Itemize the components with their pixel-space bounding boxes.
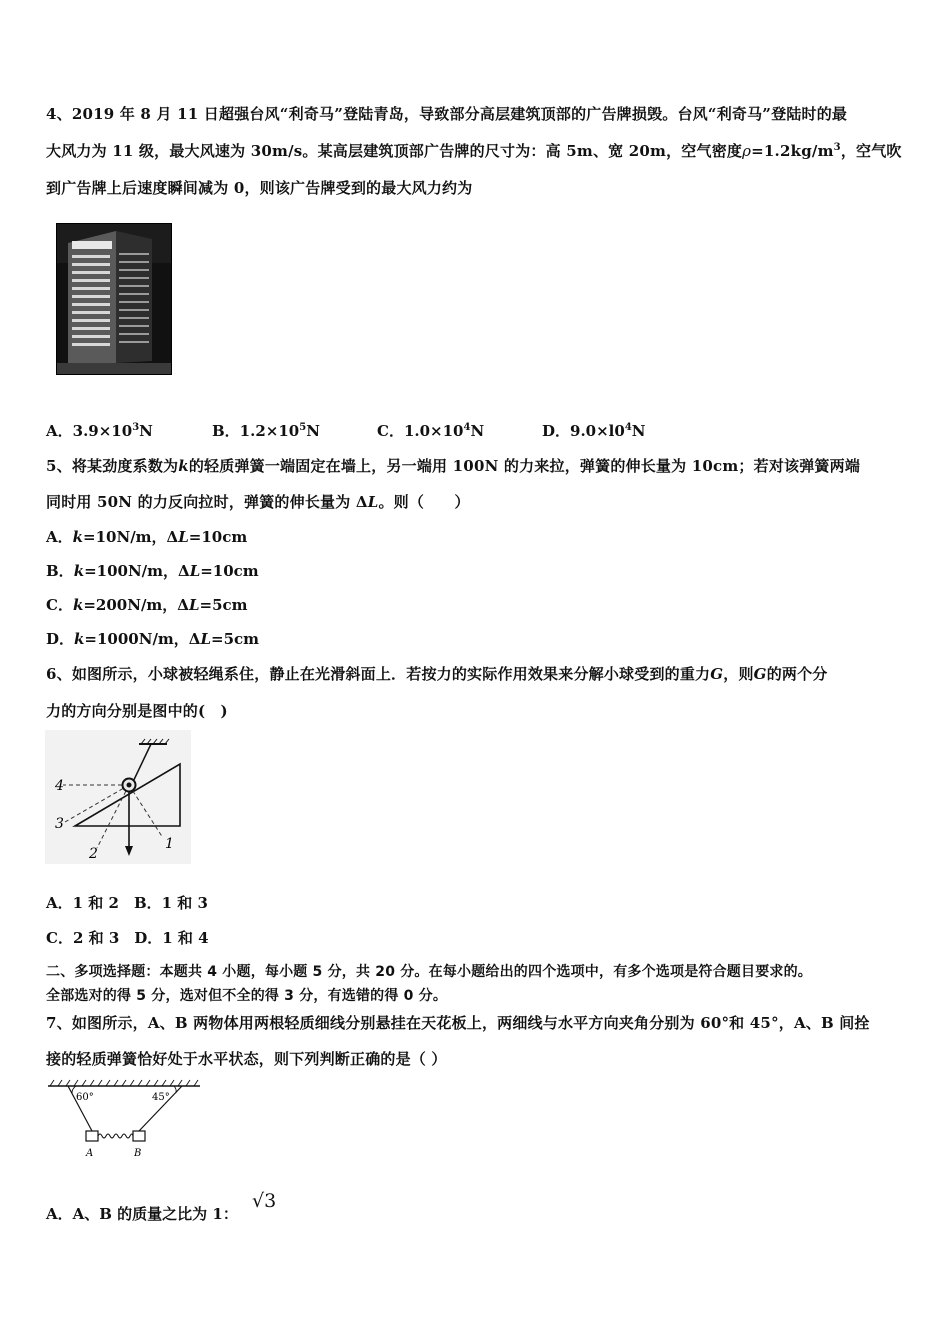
g-symbol-1: G [710,665,724,683]
q4-line-1: 4、2019 年 8 月 11 日超强台风“利奇马”登陆青岛，导致部分高层建筑顶部的广告牌损毁。台风“利奇马”登陆时的最 [46,105,848,123]
direction-1-label: 1 [165,836,174,852]
section-2-heading: 二、多项选择题：本题共 4 小题，每小题 5 分，共 20 分。在每小题给出的四个选项中，有多个选项是符合题目要求的。 [46,964,813,980]
q5-option-c-tail: =5cm [199,596,248,614]
q5-option-a-prefix: A． [46,528,73,546]
q4-line-3: 到广告牌上后速度瞬间减为 0，则该广告牌受到的最大风力约为 [46,179,473,197]
q5-line-1 [46,455,860,476]
angle-60-label: 60° [76,1092,94,1103]
q7-line-2: 接的轻质弹簧恰好处于水平状态，则下列判断正确的是（ ） [46,1050,447,1068]
q4-option-a-sup: 3 [132,422,140,433]
q5-option-c-k: k [72,596,84,614]
q4-option-a[interactable] [46,420,153,441]
l-symbol: L [367,493,379,511]
q6-line-2: 力的方向分别是图中的( ) [46,702,228,720]
q5-option-a-mid: =10N/m，Δ [83,528,179,546]
q6-line-1a: 6、如图所示，小球被轻绳系住，静止在光滑斜面上．若按力的实际作用效果来分解小球受到的重力 [46,665,711,683]
q5-line-2b: 。则（ ） [378,493,470,511]
q4-option-a-base: A．3.9×10 [46,422,133,440]
q5-option-a-k: k [72,528,84,546]
q4-option-b-unit: N [306,422,320,440]
q5-option-a-l: L [178,528,189,546]
block-a-label: A [86,1148,94,1159]
q6-line-1c: 的两个分 [766,665,828,683]
q5-line-1b: 的轻质弹簧一端固定在墙上，另一端用 100N 的力来拉，弹簧的伸长量为 10cm；若对该弹簧两端 [188,457,861,475]
q5-option-b-k: k [73,562,85,580]
q5-option-a-tail: =10cm [188,528,248,546]
q5-line-1a: 5、将某劲度系数为 [46,457,179,475]
q6-line-1 [46,663,828,684]
q5-option-c[interactable] [46,594,248,615]
q5-option-d-tail: =5cm [211,630,260,648]
q4-option-b[interactable] [212,420,320,441]
q7-option-a[interactable]: A．A、B 的质量之比为 1： [46,1205,238,1223]
q4-option-d-unit: N [631,422,646,440]
q5-option-d[interactable] [46,628,259,649]
q5-line-2 [46,491,470,512]
q4-line-2-sup: 3 [833,142,841,153]
q4-option-a-unit: N [139,422,153,440]
q4-option-d[interactable] [542,420,646,441]
incline-diagram [45,730,191,864]
q4-option-d-sup: 4 [624,422,632,433]
q4-option-c-unit: N [470,422,485,440]
q4-option-c-base: C．1.0×10 [377,422,464,440]
q5-option-b[interactable] [46,560,259,581]
q4-line-2 [46,140,902,161]
block-b-label: B [134,1148,142,1159]
direction-4-label: 4 [55,778,64,794]
q6-options-row-1[interactable]: A．1 和 2 B．1 和 3 [46,894,208,912]
q6-line-1b: ，则 [723,665,754,683]
q4-line-2b: =1.2kg/m [751,142,834,160]
direction-3-label: 3 [55,816,64,832]
q5-option-c-l: L [188,596,200,614]
q5-option-c-mid: =200N/m，Δ [83,596,189,614]
sqrt-3-symbol: √3 [252,1190,277,1212]
q5-line-2a: 同时用 50N 的力反向拉时，弹簧的伸长量为 Δ [46,493,368,511]
hanging-blocks-diagram [46,1076,206,1160]
building-photo [56,223,172,375]
q4-option-c-sup: 4 [463,422,471,433]
section-2-scoring: 全部选对的得 5 分，选对但不全的得 3 分，有选错的得 0 分。 [46,988,448,1004]
q5-option-b-mid: =100N/m，Δ [84,562,190,580]
g-symbol-2: G [753,665,767,683]
q5-option-a[interactable] [46,526,247,547]
angle-45-label: 45° [152,1092,170,1103]
q4-line-2c: ，空气吹 [840,142,902,160]
q4-option-c[interactable] [377,420,484,441]
q5-option-d-prefix: D． [46,630,75,648]
q7-line-1: 7、如图所示，A、B 两物体用两根轻质细线分别悬挂在天花板上，两细线与水平方向夹角分别为 60°和 45°，A、B 间拴 [46,1014,870,1032]
q5-option-d-l: L [200,630,211,648]
q4-option-b-base: B．1.2×10 [212,422,300,440]
q5-option-b-l: L [189,562,201,580]
k-symbol: k [178,457,189,475]
q5-option-b-tail: =10cm [200,562,259,580]
q5-option-b-prefix: B． [46,562,74,580]
direction-2-label: 2 [89,846,98,862]
q4-option-b-sup: 5 [299,422,307,433]
q4-line-2a: 大风力为 11 级，最大风速为 30m/s。某高层建筑顶部广告牌的尺寸为：高 5m、宽 20m，空气密度 [46,142,743,160]
q5-option-d-k: k [74,630,85,648]
q4-option-d-base: D．9.0×l0 [542,422,625,440]
q5-option-d-mid: =1000N/m，Δ [84,630,201,648]
rho-symbol: ρ [742,142,752,160]
q5-option-c-prefix: C． [46,596,73,614]
q6-options-row-2[interactable]: C．2 和 3 D．1 和 4 [46,929,209,947]
